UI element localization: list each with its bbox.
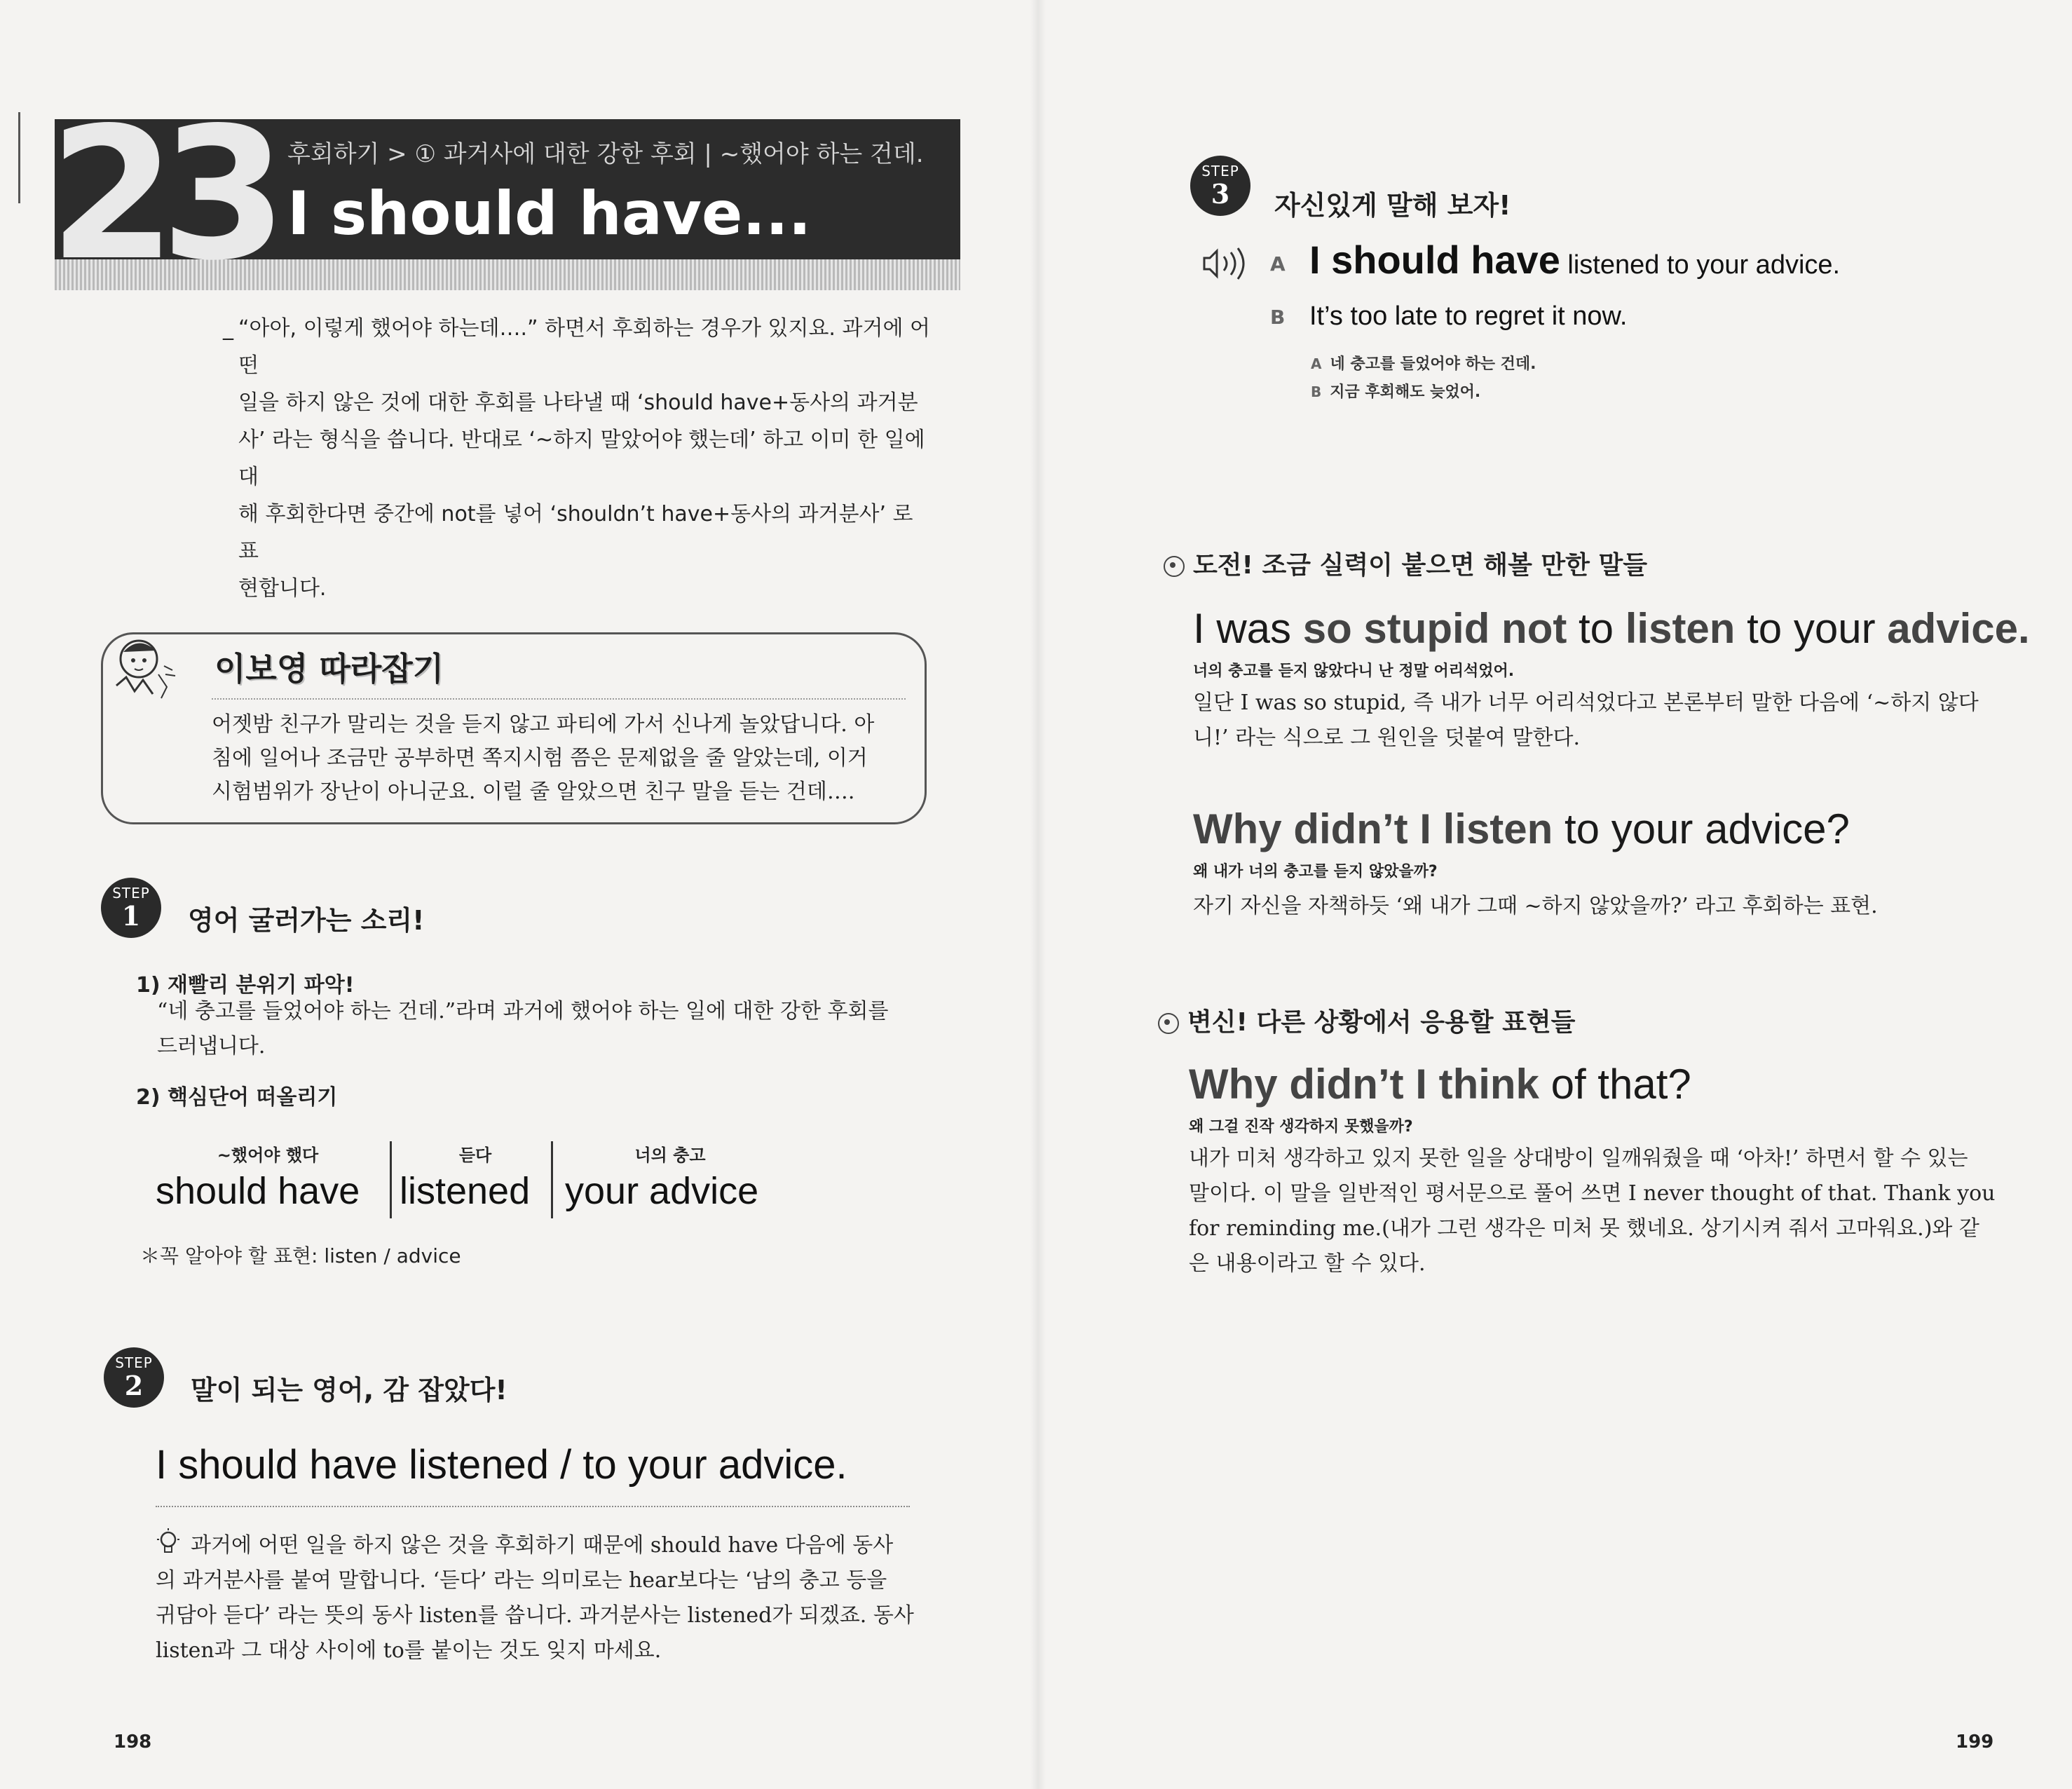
translation-speaker: A bbox=[1311, 355, 1322, 372]
keyword-word: should have bbox=[156, 1170, 360, 1212]
step1-sub1-text bbox=[157, 994, 928, 1064]
explanation-line: 말이다. 이 말을 일반적인 평서문으로 풀어 쓰면 I never thought of that. Thank you bbox=[1189, 1181, 1996, 1206]
step2-badge-label: STEP bbox=[115, 1354, 153, 1371]
transform-translation: 왜 그걸 진작 생각하지 못했을까? bbox=[1189, 1118, 1413, 1136]
bullet-circle-icon bbox=[1158, 1013, 1179, 1034]
expr-part: of that? bbox=[1539, 1061, 1691, 1108]
dialogue-speaker: A bbox=[1270, 252, 1286, 276]
expr-emphasis: listen bbox=[1625, 605, 1736, 652]
challenge-expression-2 bbox=[1193, 805, 1850, 853]
translation-text: 지금 후회해도 늦었어. bbox=[1330, 383, 1481, 401]
follow-line: 침에 일어나 조금만 공부하면 쪽지시험 쯤은 문제없을 줄 알았는데, 이거 bbox=[212, 746, 868, 770]
step3-badge-label: STEP bbox=[1201, 163, 1239, 179]
explanation-line: 은 내용이라고 할 수 있다. bbox=[1189, 1251, 1426, 1276]
follow-title: 이보영 따라잡기 bbox=[214, 650, 444, 688]
expr-emphasis: Why didn’t I think bbox=[1189, 1061, 1539, 1108]
transform-heading bbox=[1158, 1002, 1575, 1038]
keyword-separator bbox=[390, 1141, 392, 1218]
intro-line: 해 후회한다면 중간에 not를 넣어 ‘shouldn’t have+동사의 과거분사’ 로 표 bbox=[238, 502, 913, 564]
dialogue-line-b: It’s too late to regret it now. bbox=[1309, 301, 1628, 331]
unit-title: I should have... bbox=[287, 179, 812, 249]
step1-title: 영어 굴러가는 소리! bbox=[188, 905, 425, 936]
explanation-line: 일단 I was so stupid, 즉 내가 너무 어리석었다고 본론부터 말한 다음에 ‘~하지 않다 bbox=[1193, 691, 1979, 715]
expr-emphasis: so stupid not bbox=[1302, 605, 1567, 652]
transform-explanation bbox=[1189, 1141, 2002, 1281]
expr-emphasis: advice. bbox=[1887, 605, 2030, 652]
challenge-translation-2: 왜 내가 너의 충고를 듣지 않았을까? bbox=[1193, 863, 1438, 880]
step1-sub1-line: 드러냅니다. bbox=[157, 1034, 266, 1059]
challenge-expression-1 bbox=[1193, 604, 2030, 653]
step1-badge bbox=[101, 878, 161, 938]
dialogue-rest: listened to your advice. bbox=[1560, 250, 1841, 280]
tip-line: listen과 그 대상 사이에 to를 붙이는 것도 잊지 마세요. bbox=[156, 1638, 662, 1663]
margin-line bbox=[18, 112, 20, 203]
intro-line: 현합니다. bbox=[238, 576, 327, 601]
explanation-line: 니!’ 라는 식으로 그 원인을 덧붙여 말한다. bbox=[1193, 726, 1581, 750]
expr-part: to bbox=[1567, 605, 1625, 652]
book-gutter bbox=[1030, 0, 1046, 1789]
follow-line: 어젯밤 친구가 말리는 것을 듣지 않고 파티에 가서 신나게 놀았답니다. 아 bbox=[212, 712, 875, 737]
tip-line: 과거에 어떤 일을 하지 않은 것을 후회하기 때문에 should have 다음에 동사 bbox=[191, 1533, 894, 1558]
challenge-translation-1: 너의 충고를 듣지 않았다니 난 정말 어리석었어. bbox=[1193, 662, 1515, 680]
challenge-heading-text: 도전! 조금 실력이 붙으면 해볼 만한 말들 bbox=[1193, 551, 1648, 580]
step3-title: 자신있게 말해 보자! bbox=[1274, 190, 1511, 221]
step3-badge-number: 3 bbox=[1211, 178, 1230, 210]
keyword-gloss: ~했어야 했다 bbox=[217, 1145, 319, 1165]
transform-expression bbox=[1189, 1060, 1691, 1108]
follow-divider bbox=[212, 698, 906, 700]
unit-breadcrumb: 후회하기 > ① 과거사에 대한 강한 후회 | ~했어야 하는 건데. bbox=[287, 140, 924, 168]
translation-a bbox=[1311, 352, 1536, 374]
step2-title: 말이 되는 영어, 감 잡았다! bbox=[191, 1375, 507, 1406]
challenge-explanation-2 bbox=[1193, 889, 1992, 924]
step1-sub1-line: “네 충고를 들었어야 하는 건데.”라며 과거에 했어야 하는 일에 대한 강한 후회를 bbox=[157, 999, 889, 1023]
intro-line: “아아, 이렇게 했어야 하는데….” 하면서 후회하는 경우가 있지요. 과거에 어떤 bbox=[238, 316, 930, 378]
step2-tip bbox=[156, 1528, 927, 1668]
step1-sub1-heading: 1) 재빨리 분위기 파악! bbox=[136, 973, 355, 998]
chunk-divider bbox=[156, 1506, 910, 1507]
expr-emphasis: Why didn’t I listen bbox=[1193, 805, 1553, 852]
translation-speaker: B bbox=[1311, 383, 1322, 400]
step1-badge-number: 1 bbox=[121, 900, 141, 932]
expr-part: to your advice? bbox=[1553, 805, 1850, 852]
dialogue-line-a bbox=[1309, 237, 1840, 283]
expr-part: to your bbox=[1735, 605, 1888, 652]
page-number-right: 199 bbox=[1956, 1732, 1994, 1753]
keyword-word: your advice bbox=[565, 1170, 759, 1212]
translation-text: 네 충고를 들었어야 하는 건데. bbox=[1330, 355, 1536, 373]
character-face-icon bbox=[102, 631, 179, 736]
step1-badge-label: STEP bbox=[112, 885, 150, 902]
tip-line: 귀담아 듣다’ 라는 뜻의 동사 listen를 씁니다. 과거분사는 listened가 되겠죠. 동사 bbox=[156, 1603, 914, 1628]
intro-dash: _ bbox=[223, 316, 233, 341]
expr-part: I was bbox=[1193, 605, 1303, 652]
dialogue-emphasis: I should have bbox=[1309, 238, 1560, 282]
unit-number: 23 bbox=[49, 89, 272, 301]
explanation-line: 자기 자신을 자책하듯 ‘왜 내가 그때 ~하지 않았을까?’ 라고 후회하는 표현. bbox=[1193, 894, 1878, 918]
intro-line: 일을 하지 않은 것에 대한 후회를 나타낼 때 ‘should have+동사의 과거분 bbox=[238, 390, 918, 415]
keyword-separator bbox=[551, 1141, 553, 1218]
step2-badge bbox=[104, 1347, 164, 1408]
challenge-explanation-1 bbox=[1193, 686, 1992, 756]
bullet-circle-icon bbox=[1164, 556, 1185, 577]
step2-badge-number: 2 bbox=[124, 1370, 144, 1401]
intro-line: 사’ 라는 형식을 씁니다. 반대로 ‘~하지 말았어야 했는데’ 하고 이미 한 일에 대 bbox=[238, 428, 925, 489]
tip-line: 의 과거분사를 붙여 말합니다. ‘듣다’ 라는 의미로는 hear보다는 ‘남의 충고 등을 bbox=[156, 1568, 887, 1593]
keyword-word: listened bbox=[400, 1170, 531, 1212]
dialogue-speaker: B bbox=[1270, 306, 1286, 329]
keyword-gloss: 듣다 bbox=[458, 1145, 492, 1165]
page-number-left: 198 bbox=[114, 1732, 152, 1753]
follow-line: 시험범위가 장난이 아니군요. 이럴 줄 알았으면 친구 말을 듣는 건데…. bbox=[212, 780, 855, 804]
transform-heading-text: 변신! 다른 상황에서 응용할 표현들 bbox=[1187, 1008, 1576, 1037]
translation-b bbox=[1311, 380, 1480, 402]
step1-sub2-heading: 2) 핵심단어 떠올리기 bbox=[136, 1085, 338, 1110]
explanation-line: 내가 미처 생각하고 있지 못한 일을 상대방이 일깨워줬을 때 ‘아차!’ 하면서 할 수 있는 bbox=[1189, 1146, 1968, 1171]
chunk-sentence: I should have listened / to your advice. bbox=[156, 1442, 847, 1488]
must-know-expression: ＊꼭 알아야 할 표현: listen / advice bbox=[140, 1244, 461, 1267]
challenge-heading bbox=[1164, 545, 1647, 581]
keyword-gloss: 너의 충고 bbox=[634, 1145, 706, 1165]
speaker-sound-icon bbox=[1197, 244, 1253, 283]
explanation-line: for reminding me.(내가 그런 생각은 미처 못 했네요. 상기시켜 줘서 고마워요.)와 같 bbox=[1189, 1216, 1979, 1241]
intro-paragraph bbox=[223, 310, 939, 607]
follow-text bbox=[212, 708, 913, 809]
step3-badge bbox=[1190, 156, 1250, 216]
